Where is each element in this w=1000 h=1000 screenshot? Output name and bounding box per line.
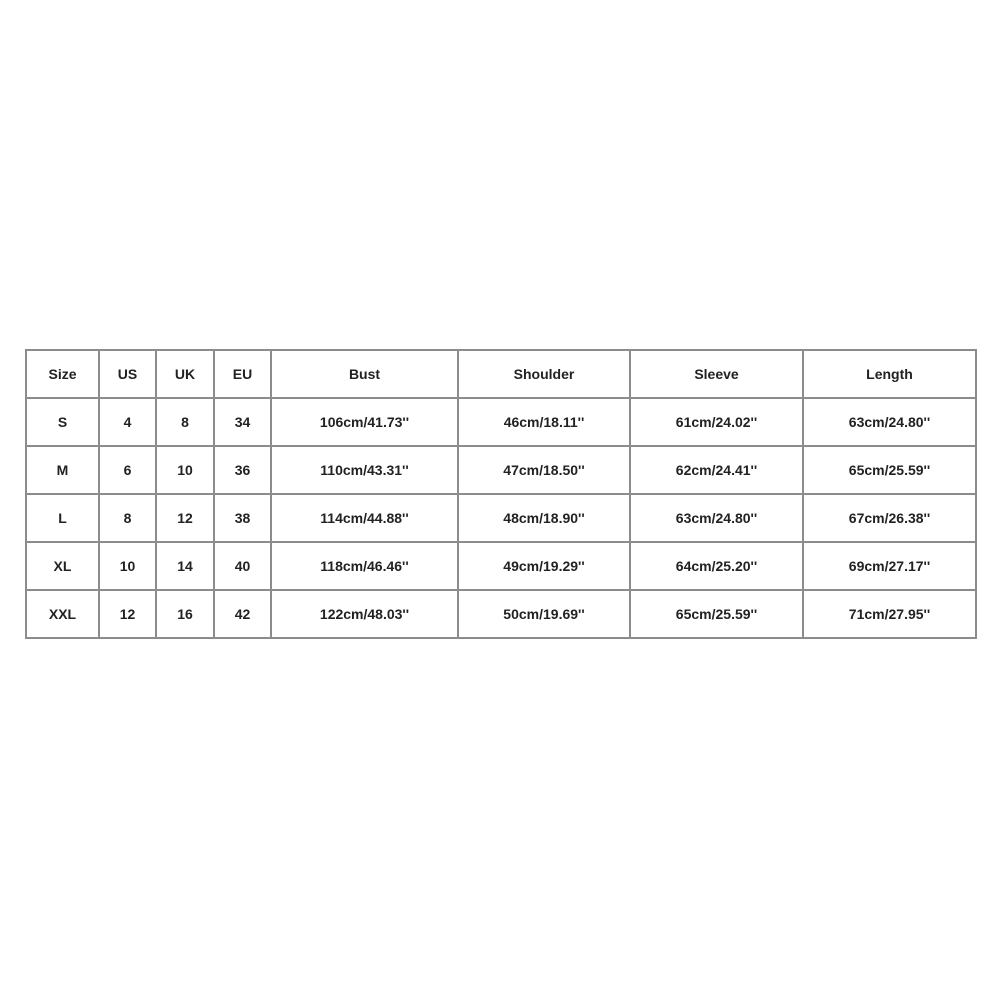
header-us: US: [99, 350, 156, 398]
cell-shoulder: 48cm/18.90'': [458, 494, 630, 542]
table-row: [26, 398, 976, 446]
cell-us: 12: [99, 590, 156, 638]
cell-us: 4: [99, 398, 156, 446]
cell-length: 67cm/26.38'': [803, 494, 976, 542]
cell-eu: 38: [214, 494, 271, 542]
cell-length: 71cm/27.95'': [803, 590, 976, 638]
cell-size: S: [26, 398, 99, 446]
cell-size: XXL: [26, 590, 99, 638]
table-row: [26, 494, 976, 542]
cell-uk: 10: [156, 446, 214, 494]
cell-shoulder: 49cm/19.29'': [458, 542, 630, 590]
cell-uk: 14: [156, 542, 214, 590]
table-row: [26, 446, 976, 494]
cell-sleeve: 63cm/24.80'': [630, 494, 803, 542]
header-sleeve: Sleeve: [630, 350, 803, 398]
cell-size: M: [26, 446, 99, 494]
size-chart-table: [25, 349, 977, 639]
cell-uk: 12: [156, 494, 214, 542]
header-uk: UK: [156, 350, 214, 398]
cell-shoulder: 47cm/18.50'': [458, 446, 630, 494]
cell-eu: 34: [214, 398, 271, 446]
cell-uk: 16: [156, 590, 214, 638]
cell-us: 6: [99, 446, 156, 494]
cell-bust: 118cm/46.46'': [271, 542, 458, 590]
cell-sleeve: 62cm/24.41'': [630, 446, 803, 494]
header-shoulder: Shoulder: [458, 350, 630, 398]
cell-us: 10: [99, 542, 156, 590]
cell-eu: 36: [214, 446, 271, 494]
cell-length: 69cm/27.17'': [803, 542, 976, 590]
header-row: [26, 350, 976, 398]
cell-eu: 42: [214, 590, 271, 638]
cell-sleeve: 65cm/25.59'': [630, 590, 803, 638]
cell-bust: 114cm/44.88'': [271, 494, 458, 542]
header-length: Length: [803, 350, 976, 398]
table-row: [26, 542, 976, 590]
cell-size: L: [26, 494, 99, 542]
cell-sleeve: 64cm/25.20'': [630, 542, 803, 590]
cell-shoulder: 50cm/19.69'': [458, 590, 630, 638]
header-size: Size: [26, 350, 99, 398]
header-bust: Bust: [271, 350, 458, 398]
table-row: [26, 590, 976, 638]
cell-length: 65cm/25.59'': [803, 446, 976, 494]
cell-shoulder: 46cm/18.11'': [458, 398, 630, 446]
cell-bust: 110cm/43.31'': [271, 446, 458, 494]
cell-us: 8: [99, 494, 156, 542]
header-eu: EU: [214, 350, 271, 398]
cell-sleeve: 61cm/24.02'': [630, 398, 803, 446]
cell-bust: 106cm/41.73'': [271, 398, 458, 446]
cell-bust: 122cm/48.03'': [271, 590, 458, 638]
cell-size: XL: [26, 542, 99, 590]
cell-length: 63cm/24.80'': [803, 398, 976, 446]
cell-eu: 40: [214, 542, 271, 590]
cell-uk: 8: [156, 398, 214, 446]
